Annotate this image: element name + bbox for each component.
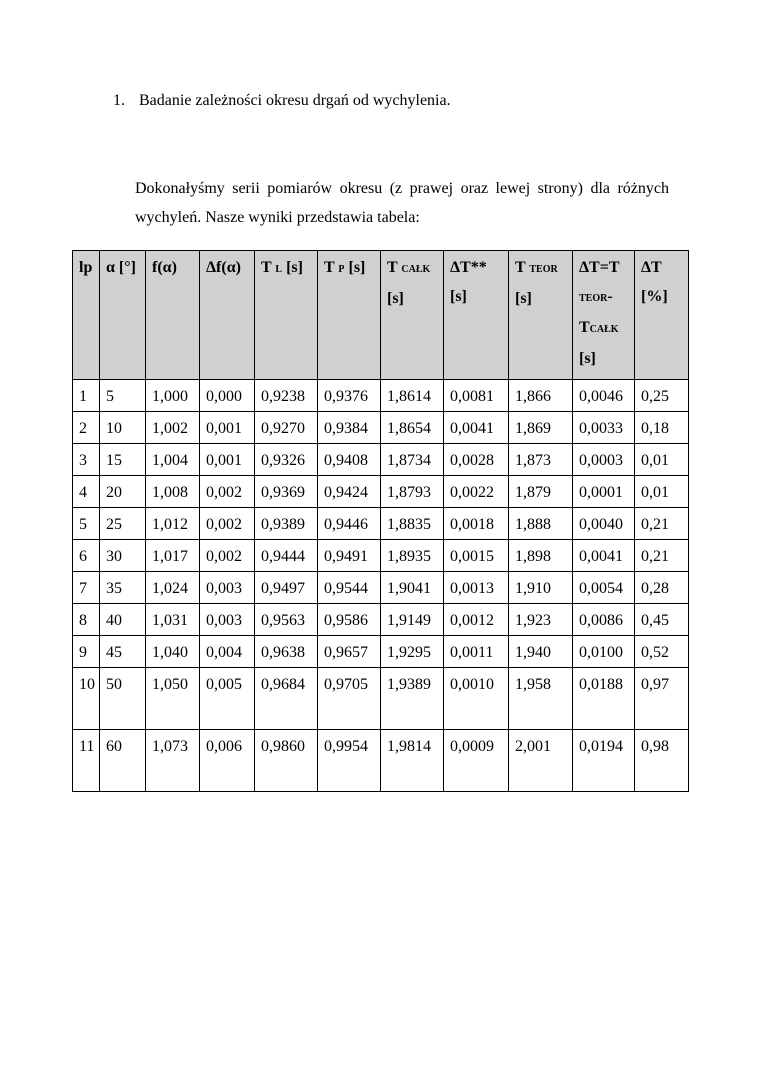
cell-lp: 9 [73, 636, 100, 668]
cell-diff: 0,0001 [573, 476, 635, 508]
cell-delta-t: 0,0041 [444, 412, 509, 444]
cell-f-alpha: 1,031 [146, 604, 200, 636]
cell-tcalk: 1,8614 [381, 380, 444, 412]
cell-delta-f-alpha: 0,002 [200, 508, 255, 540]
cell-diff: 0,0041 [573, 540, 635, 572]
cell-diff: 0,0100 [573, 636, 635, 668]
cell-delta-f-alpha: 0,001 [200, 444, 255, 476]
cell-lp: 8 [73, 604, 100, 636]
cell-f-alpha: 1,002 [146, 412, 200, 444]
cell-tp: 0,9491 [318, 540, 381, 572]
cell-diff: 0,0054 [573, 572, 635, 604]
cell-delta-f-alpha: 0,004 [200, 636, 255, 668]
cell-tcalk: 1,9814 [381, 730, 444, 792]
cell-tteor: 1,869 [509, 412, 573, 444]
cell-delta-t-percent: 0,18 [635, 412, 689, 444]
cell-delta-t: 0,0012 [444, 604, 509, 636]
cell-delta-t-percent: 0,97 [635, 668, 689, 730]
cell-delta-f-alpha: 0,006 [200, 730, 255, 792]
cell-alpha: 15 [100, 444, 146, 476]
cell-tl: 0,9369 [255, 476, 318, 508]
header-delta-f-alpha: Δf(α) [200, 251, 255, 380]
section-title: Badanie zależności okresu drgań od wychylenia. [139, 92, 451, 109]
cell-tl: 0,9563 [255, 604, 318, 636]
cell-tcalk: 1,8793 [381, 476, 444, 508]
cell-delta-t: 0,0022 [444, 476, 509, 508]
cell-tp: 0,9376 [318, 380, 381, 412]
cell-tteor: 1,898 [509, 540, 573, 572]
cell-delta-t: 0,0028 [444, 444, 509, 476]
table-row [73, 380, 689, 412]
intro-paragraph: Dokonałyśmy serii pomiarów okresu (z prawej oraz lewej strony) dla różnych wychyleń. Nasze wyniki przedstawia tabela: [135, 180, 669, 226]
cell-delta-f-alpha: 0,005 [200, 668, 255, 730]
cell-diff: 0,0194 [573, 730, 635, 792]
cell-diff: 0,0086 [573, 604, 635, 636]
cell-alpha: 20 [100, 476, 146, 508]
cell-f-alpha: 1,004 [146, 444, 200, 476]
cell-delta-t: 0,0011 [444, 636, 509, 668]
cell-lp: 11 [73, 730, 100, 792]
cell-diff: 0,0040 [573, 508, 635, 540]
header-tl: T L [s] [255, 251, 318, 380]
cell-f-alpha: 1,000 [146, 380, 200, 412]
cell-tteor: 1,873 [509, 444, 573, 476]
table-row [73, 572, 689, 604]
cell-tp: 0,9446 [318, 508, 381, 540]
cell-tl: 0,9860 [255, 730, 318, 792]
cell-delta-t-percent: 0,21 [635, 540, 689, 572]
table-row [73, 604, 689, 636]
header-f-alpha: f(α) [146, 251, 200, 380]
cell-tteor: 1,923 [509, 604, 573, 636]
cell-alpha: 45 [100, 636, 146, 668]
cell-alpha: 5 [100, 380, 146, 412]
cell-alpha: 25 [100, 508, 146, 540]
cell-delta-t: 0,0013 [444, 572, 509, 604]
cell-alpha: 10 [100, 412, 146, 444]
cell-alpha: 35 [100, 572, 146, 604]
table-row [73, 636, 689, 668]
cell-lp: 2 [73, 412, 100, 444]
cell-lp: 4 [73, 476, 100, 508]
cell-lp: 7 [73, 572, 100, 604]
cell-delta-t-percent: 0,52 [635, 636, 689, 668]
cell-delta-f-alpha: 0,003 [200, 572, 255, 604]
cell-tteor: 1,888 [509, 508, 573, 540]
cell-f-alpha: 1,073 [146, 730, 200, 792]
cell-lp: 1 [73, 380, 100, 412]
cell-tp: 0,9424 [318, 476, 381, 508]
cell-delta-t-percent: 0,01 [635, 444, 689, 476]
table-row [73, 444, 689, 476]
cell-tcalk: 1,8835 [381, 508, 444, 540]
cell-tl: 0,9326 [255, 444, 318, 476]
cell-tp: 0,9657 [318, 636, 381, 668]
cell-lp: 6 [73, 540, 100, 572]
table-row [73, 668, 689, 730]
cell-delta-f-alpha: 0,002 [200, 476, 255, 508]
cell-tl: 0,9444 [255, 540, 318, 572]
cell-delta-f-alpha: 0,000 [200, 380, 255, 412]
cell-tteor: 1,958 [509, 668, 573, 730]
cell-tcalk: 1,8654 [381, 412, 444, 444]
table-row [73, 412, 689, 444]
cell-tp: 0,9954 [318, 730, 381, 792]
table-header-row [73, 251, 689, 380]
cell-tteor: 1,866 [509, 380, 573, 412]
cell-f-alpha: 1,040 [146, 636, 200, 668]
cell-tl: 0,9389 [255, 508, 318, 540]
cell-alpha: 50 [100, 668, 146, 730]
cell-lp: 10 [73, 668, 100, 730]
cell-delta-f-alpha: 0,002 [200, 540, 255, 572]
cell-delta-t-percent: 0,45 [635, 604, 689, 636]
cell-tl: 0,9270 [255, 412, 318, 444]
cell-tp: 0,9384 [318, 412, 381, 444]
cell-delta-t-percent: 0,98 [635, 730, 689, 792]
cell-diff: 0,0003 [573, 444, 635, 476]
cell-alpha: 30 [100, 540, 146, 572]
cell-tp: 0,9705 [318, 668, 381, 730]
cell-delta-t: 0,0081 [444, 380, 509, 412]
cell-delta-t: 0,0015 [444, 540, 509, 572]
cell-f-alpha: 1,008 [146, 476, 200, 508]
cell-tl: 0,9238 [255, 380, 318, 412]
cell-tl: 0,9497 [255, 572, 318, 604]
cell-alpha: 60 [100, 730, 146, 792]
cell-diff: 0,0033 [573, 412, 635, 444]
cell-lp: 3 [73, 444, 100, 476]
cell-f-alpha: 1,017 [146, 540, 200, 572]
cell-f-alpha: 1,050 [146, 668, 200, 730]
cell-tp: 0,9544 [318, 572, 381, 604]
cell-tp: 0,9586 [318, 604, 381, 636]
cell-tteor: 2,001 [509, 730, 573, 792]
header-tteor: T TEOR [s] [509, 251, 573, 380]
section-number: 1. [113, 92, 125, 109]
cell-tcalk: 1,9041 [381, 572, 444, 604]
section-heading [113, 90, 451, 112]
cell-tp: 0,9408 [318, 444, 381, 476]
cell-tcalk: 1,8734 [381, 444, 444, 476]
cell-delta-f-alpha: 0,003 [200, 604, 255, 636]
cell-alpha: 40 [100, 604, 146, 636]
cell-tteor: 1,940 [509, 636, 573, 668]
table-row [73, 476, 689, 508]
cell-tcalk: 1,9149 [381, 604, 444, 636]
cell-delta-f-alpha: 0,001 [200, 412, 255, 444]
header-delta-t: ΔT** [s] [444, 251, 509, 380]
header-tp: T P [s] [318, 251, 381, 380]
cell-delta-t-percent: 0,25 [635, 380, 689, 412]
header-diff: ΔT=T TEOR- TCAŁK [s] [573, 251, 635, 380]
cell-tteor: 1,910 [509, 572, 573, 604]
table-row [73, 508, 689, 540]
table-body [73, 380, 689, 792]
header-alpha: α [°] [100, 251, 146, 380]
header-tcalk: T CAŁK [s] [381, 251, 444, 380]
cell-delta-t: 0,0009 [444, 730, 509, 792]
results-table [72, 250, 689, 792]
cell-tcalk: 1,9295 [381, 636, 444, 668]
cell-f-alpha: 1,024 [146, 572, 200, 604]
cell-tteor: 1,879 [509, 476, 573, 508]
cell-delta-t-percent: 0,21 [635, 508, 689, 540]
cell-delta-t-percent: 0,01 [635, 476, 689, 508]
header-delta-t-percent: ΔT [%] [635, 251, 689, 380]
cell-delta-t: 0,0010 [444, 668, 509, 730]
cell-lp: 5 [73, 508, 100, 540]
table-row [73, 540, 689, 572]
cell-delta-t-percent: 0,28 [635, 572, 689, 604]
cell-diff: 0,0046 [573, 380, 635, 412]
cell-tcalk: 1,9389 [381, 668, 444, 730]
cell-tcalk: 1,8935 [381, 540, 444, 572]
cell-diff: 0,0188 [573, 668, 635, 730]
table-row [73, 730, 689, 792]
cell-tl: 0,9684 [255, 668, 318, 730]
cell-f-alpha: 1,012 [146, 508, 200, 540]
cell-tl: 0,9638 [255, 636, 318, 668]
cell-delta-t: 0,0018 [444, 508, 509, 540]
header-lp: lp [73, 251, 100, 380]
